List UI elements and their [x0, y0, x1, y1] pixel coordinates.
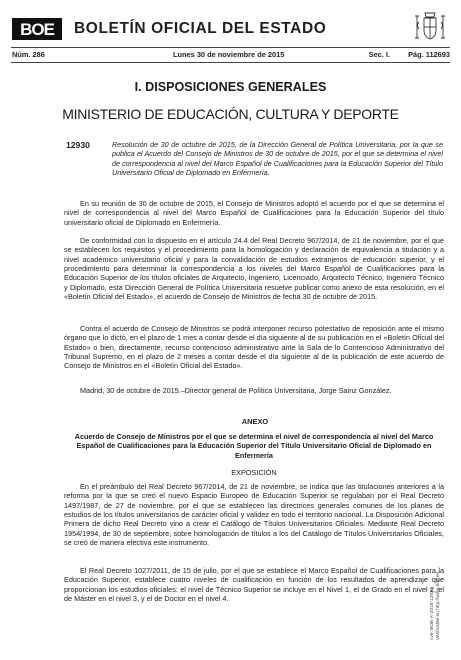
exposition-title: EXPOSICIÓN — [231, 468, 277, 477]
issue-number: Núm. 286 — [12, 50, 45, 59]
annex-heading: Acuerdo de Consejo de Ministros por el que se determina el nivel de correspondencia al nivel del Marco Español de Cualificaciones para la Educación Superior del Título Universitario Oficial de Diplomado en Enfermería — [74, 432, 434, 460]
entry-number: 12930 — [66, 140, 90, 150]
verification-url[interactable]: Verificable en http://www.boe.es — [436, 572, 441, 640]
boe-logo — [12, 18, 62, 40]
entry-summary: Resolución de 30 de octubre de 2015, de la Dirección General de Política Universitaria, por la que se publica el Acuerdo del Consejo de Ministros de 30 de octubre de 2015, por el que se determina el nivel de correspondencia al nivel del Marco Español de Cualificaciones para la Educación Superior del Título Universitario Oficial de Diplomado en Enfermería. — [112, 140, 443, 178]
header-rule-bottom — [11, 62, 450, 63]
ministry-title: MINISTERIO DE EDUCACIÓN, CULTURA Y DEPORTE — [62, 106, 399, 122]
issue-date: Lunes 30 de noviembre de 2015 — [173, 50, 285, 59]
coat-of-arms-icon — [412, 10, 448, 44]
section-label: Sec. I. — [368, 50, 390, 59]
logo-text: BOE — [20, 20, 54, 39]
signature-paragraph: Madrid, 30 de octubre de 2015.–Director general de Política Universitaria, Jorge Sainz González. — [80, 386, 392, 395]
body-paragraph: Contra el acuerdo de Consejo de Ministros se podrá interponer recurso potestativo de reposición ante el mismo órgano que lo dictó, en el plazo de 1 mes a contar desde el día siguiente al de su publicación en el «Boletín Oficial del Estado» o bien, directamente, recurso contencioso administrativo ante la Sala de lo Contencioso Administrativo del Tribunal Supremo, en el plazo de 2 meses a contar desde el día siguiente al de la publicación de este acuerdo de Consejo de Ministros en el «Boletín Oficial del Estado». — [64, 324, 444, 371]
verification-note — [430, 540, 440, 660]
page-number: Pág. 112693 — [408, 50, 450, 59]
annex-title: ANEXO — [241, 417, 269, 426]
section-title: I. DISPOSICIONES GENERALES — [134, 80, 327, 94]
body-paragraph: De conformidad con lo dispuesto en el artículo 24.4 del Real Decreto 967/2014, de 21 de noviembre, por el que se establecen los requisitos y el procedimiento para la homologación y declaración de equivalencia a titulación y a nivel académico universitario oficial y para la convalidación de estudios extranjeros de educación superior, y el procedimiento para determinar la correspondencia a los niveles del Marco Español de Cualificaciones para la Educación Superior de los títulos oficiales de Arquitecto, Ingeniero, Licenciado, Arquitecto Técnico, Ingeniero Técnico y Diplomado, esta Dirección General de Política Universitaria resuelve publicar como anexo de esta resolución, en el «Boletín Oficial del Estado», el acuerdo de Consejo de Ministros de fecha 30 de octubre de 2015. — [64, 236, 444, 302]
gazette-title: BOLETÍN OFICIAL DEL ESTADO — [74, 20, 327, 37]
header-meta — [12, 50, 450, 62]
cve-code: cve: BOE-A-2015-12930 — [430, 587, 435, 640]
body-paragraph: El Real Decreto 1027/2011, de 15 de julio, por el que se establece el Marco Español de Cualificaciones para la Educación Superior, establece cuatro niveles de cualificación en función de los resultados de aprendizaje que proporcionan los estudios oficiales: el nivel de Técnico Superior se incluye en el Nivel 1, el de Grado en el nivel 2, el de Máster en el nivel 3, y el de Doctor en el nivel 4. — [64, 566, 444, 604]
body-paragraph: En el preámbulo del Real Decreto 967/2014, de 21 de noviembre, se indica que las titulaciones anteriores a la reforma por la que se creó el nuevo Espacio Europeo de Educación Superior se regulaban por el Real Decreto 1497/1987, de 27 de noviembre, por el que se establecen las directrices generales comunes de los planes de estudios de los títulos universitarios de carácter oficial y validez en todo el territorio nacional. La Disposición Adicional Primera de dicho Real Decreto vino a crear el Catálogo de Títulos Universitarios Oficiales. Mediante Real Decreto 1954/1994, de 30 de septiembre, sobre homologación de títulos a los del Catálogo de Títulos Universitarios Oficiales, se creó de manera efectiva este instrumento. — [64, 482, 444, 548]
header-rule-top — [11, 47, 450, 48]
body-paragraph: En su reunión de 30 de octubre de 2015, el Consejo de Ministros adoptó el acuerdo por el que se determina el nivel de correspondencia al nivel del Marco Español de Cualificaciones para la Educación Superior del título universitario oficial de Diplomado en Enfermería. — [64, 199, 444, 227]
